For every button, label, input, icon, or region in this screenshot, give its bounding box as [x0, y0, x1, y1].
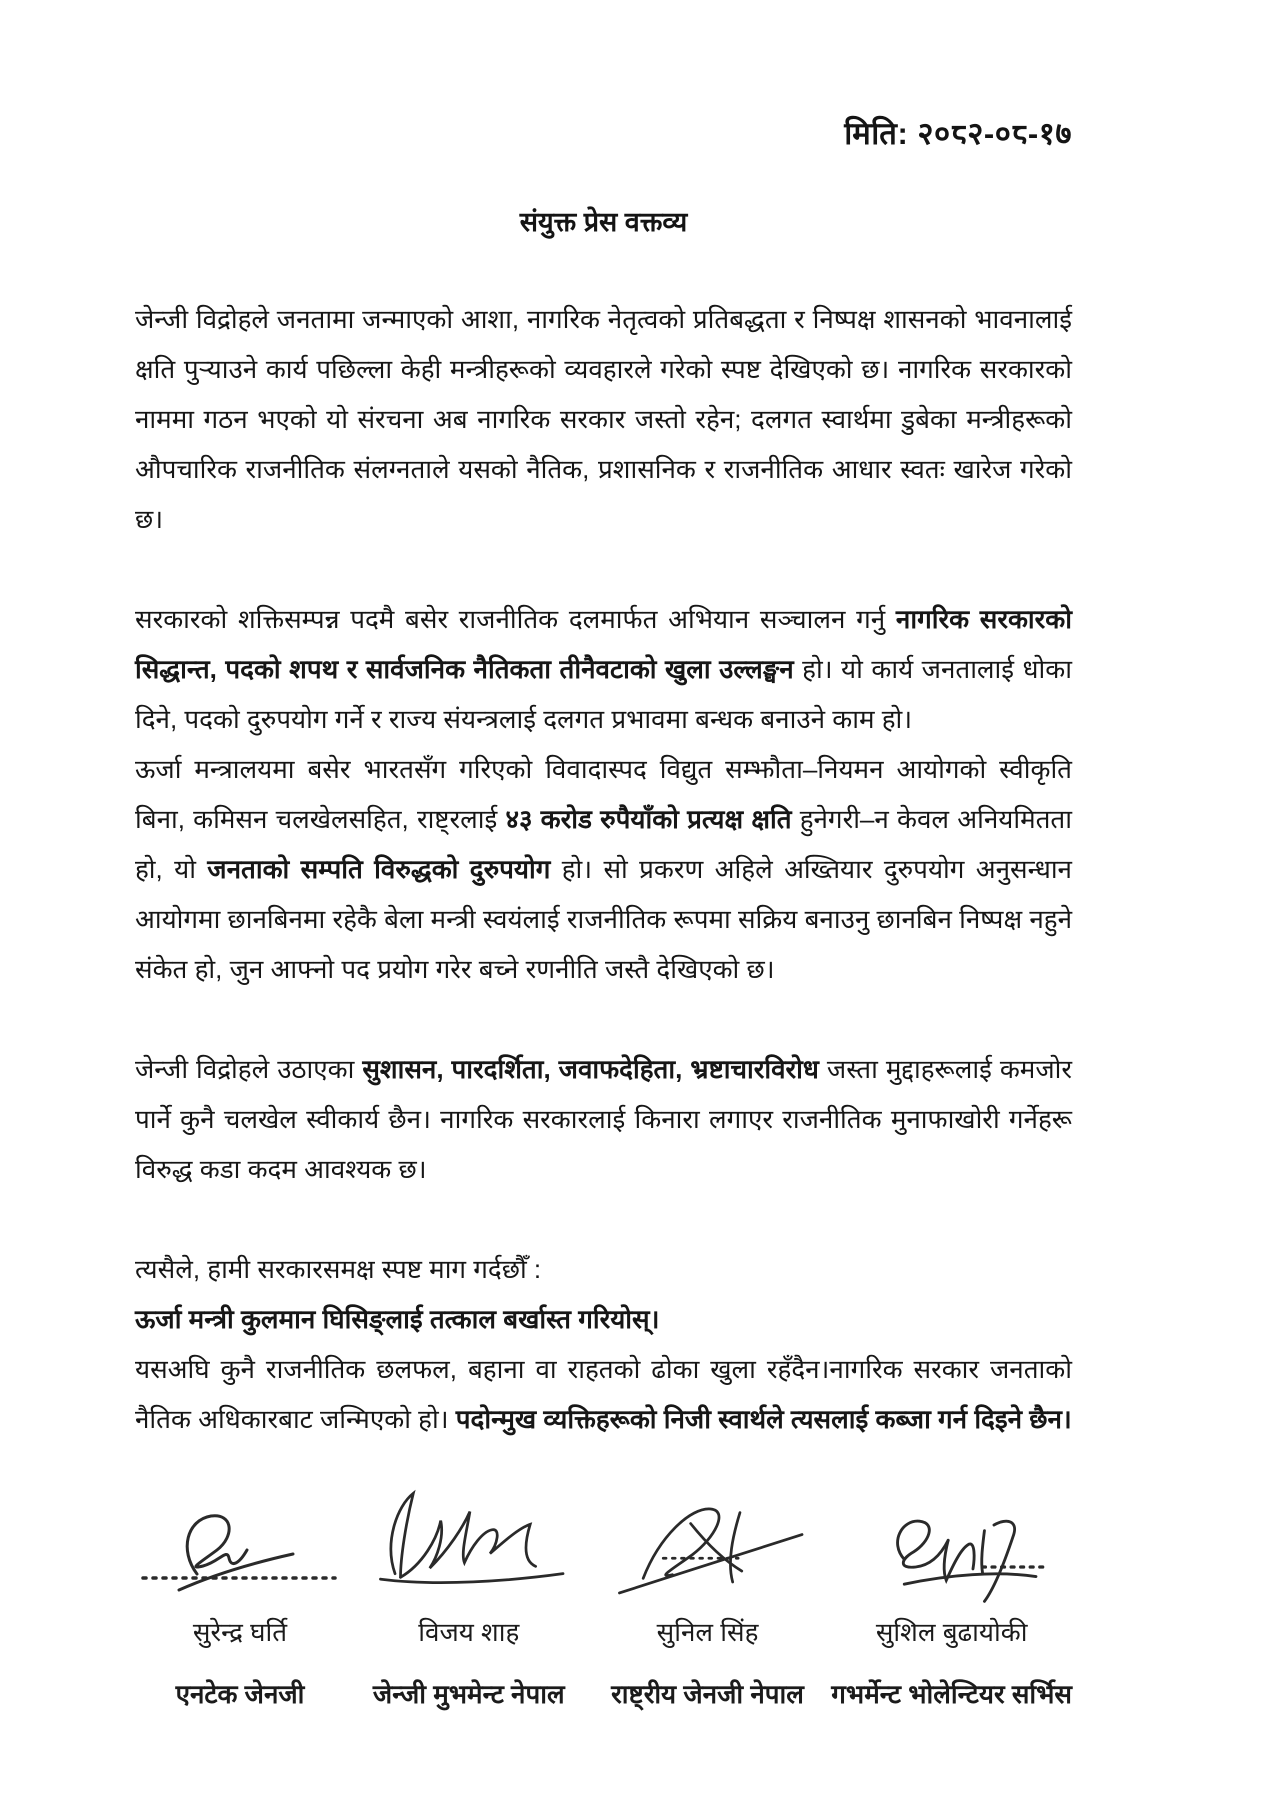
signatory-organization: जेन्जी मुभमेन्ट नेपाल: [372, 1679, 565, 1709]
text-run: यसअघि कुनै राजनीतिक छलफल, बहाना वा राहतको ढोका खुला रहँदैन।नागरिक सरकार जनताको नैतिक अधिकारबाट जन्मिएको हो।: [135, 1354, 1072, 1434]
signature-block: [593, 1498, 823, 1711]
signatory-name: विजय शाह: [418, 1617, 520, 1647]
paragraph-energy-ministry: [135, 744, 1072, 994]
paragraph-closing: [135, 1344, 1072, 1444]
signatory-organization: गभर्मेन्ट भोलेन्टियर सर्भिस: [831, 1679, 1072, 1709]
bold-text-run: ऊर्जा मन्त्री कुलमान घिसिङ्लाई तत्काल बर्खास्त गरियोस्।: [135, 1304, 660, 1334]
signature-image: [844, 1504, 1059, 1609]
text-run: सरकारको शक्तिसम्पन्न पदमै बसेर राजनीतिक दलमार्फत अभियान सञ्चालन गर्नु: [135, 604, 896, 634]
signature-row: [135, 1486, 1072, 1711]
text-run: हो। सो प्रकरण अहिले अख्तियार दुरुपयोग अनुसन्धान आयोगमा छानबिनमा रहेकै बेला मन्त्री स्वयंलाई राजनीतिक रूपमा सक्रिय बनाउनु छानबिन निष्पक्ष नहुने संकेत हो, जुन आफ्नो पद प्रयोग गरेर बच्ने रणनीति जस्तै देखिएको छ।: [135, 854, 1072, 984]
bold-text-run: जनताको सम्पति विरुद्धको दुरुपयोग: [207, 854, 551, 884]
paragraph-issues: [135, 1044, 1072, 1194]
signatory-name: सुरेन्द्र घर्ति: [192, 1617, 288, 1647]
statement-body: [135, 294, 1072, 1444]
signatory-name: सुनिल सिंह: [656, 1617, 759, 1647]
document-title: संयुक्त प्रेस वक्तव्य: [519, 207, 688, 237]
bold-text-run: सुशासन, पारदर्शिता, जवाफदेहिता, भ्रष्टाचारविरोध: [362, 1054, 819, 1084]
document-date: मिति: २०८२-०८-१७: [844, 116, 1072, 151]
signatory-organization: राष्ट्रीय जेनजी नेपाल: [611, 1679, 804, 1709]
text-run: हो। यो कार्य जनतालाई धोका दिने, पदको दुरुपयोग गर्ने र राज्य संयन्त्रलाई दलगत प्रभावमा बन्धक बनाउने काम हो।: [135, 654, 1072, 734]
signature-block: [831, 1504, 1072, 1711]
bold-text-run: नागरिक सरकारको सिद्धान्त, पदको शपथ र सार्वजनिक नैतिकता तीनैवटाको खुला उल्लङ्घन: [135, 604, 1072, 684]
text-run: त्यसैले, हामी सरकारसमक्ष स्पष्ट माग गर्दछौँ :: [135, 1254, 542, 1284]
text-run: जेन्जी विद्रोहले जनतामा जन्माएको आशा, नागरिक नेतृत्वको प्रतिबद्धता र निष्पक्ष शासनको भावनालाई क्षति पुऱ्याउने कार्य पछिल्ला केही मन्त्रीहरूको व्यवहारले गरेको स्पष्ट देखिएको छ। नागरिक सरकारको नाममा गठन भएको यो संरचना अब नागरिक सरकार जस्तो रहेन; दलगत स्वार्थमा डुबेका मन्त्रीहरूको औपचारिक राजनीतिक संलग्नताले यसको नैतिक, प्रशासनिक र राजनीतिक आधार स्वतः खारेज गरेको छ।: [135, 304, 1072, 534]
paragraph-violation: [135, 594, 1072, 744]
signature-block: [135, 1504, 345, 1711]
paragraph-demand: [135, 1294, 1072, 1344]
signature-image: [354, 1486, 584, 1591]
text-run: ऊर्जा मन्त्रालयमा बसेर भारतसँग गरिएको विवादास्पद विद्युत सम्झौता–नियमन आयोगको स्वीकृति बिना, कमिसन चलखेलसहित, राष्ट्रलाई: [135, 754, 1072, 834]
text-run: जेन्जी विद्रोहले उठाएका: [135, 1054, 363, 1084]
text-run: जस्ता मुद्दाहरूलाई कमजोर पार्ने कुनै चलखेल स्वीकार्य छैन। नागरिक सरकारलाई किनारा लगाएर राजनीतिक मुनाफाखोरी गर्नेहरू विरुद्ध कडा कदम आवश्यक छ।: [135, 1054, 1072, 1184]
bold-text-run: पदोन्मुख व्यक्तिहरूको निजी स्वार्थले त्यसलाई कब्जा गर्न दिइने छैन।: [455, 1404, 1072, 1434]
signature-image: [135, 1504, 345, 1609]
paragraph-demand-intro: [135, 1244, 1072, 1294]
signature-image: [593, 1498, 823, 1603]
bold-text-run: ४३ करोड रुपैयाँको प्रत्यक्ष क्षति: [505, 804, 792, 834]
signature-block: [354, 1486, 584, 1711]
paragraph-intro: [135, 294, 1072, 544]
text-run: हुनेगरी–न केवल अनियमितता हो, यो: [135, 804, 1072, 884]
signatory-name: सुशिल बुढायोकी: [875, 1617, 1028, 1647]
signatory-organization: एनटेक जेनजी: [175, 1679, 305, 1709]
